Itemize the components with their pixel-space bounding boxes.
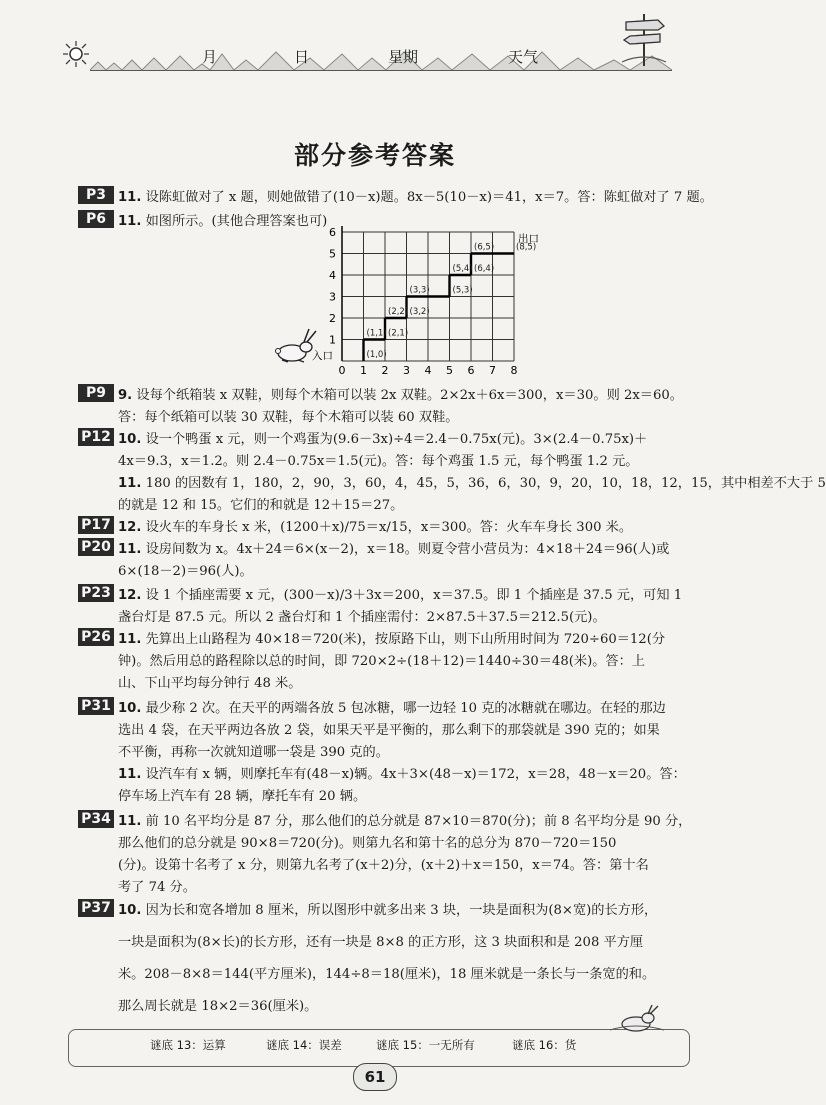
point-label: (6,4): [474, 264, 495, 274]
footer-riddle-16: 谜底 16：货: [512, 1038, 577, 1052]
question-number: 11.: [118, 814, 142, 829]
answer-text: 的就是 12 和 15。它们的和就是 12＋15＝27。: [118, 498, 404, 513]
answer-line: [118, 876, 196, 895]
answer-text: 先算出上山路程为 40×18＝720(米)，按原路下山，则下山所用时间为 720÷60＝12(分: [145, 632, 666, 647]
answer-text: 盏台灯是 87.5 元。所以 2 盏台灯和 1 个插座需付：2×87.5＋37.5＝212.5(元)。: [118, 610, 606, 625]
y-tick-label: 2: [329, 312, 336, 325]
question-number: 11.: [118, 542, 142, 557]
answer-line: [118, 650, 645, 669]
answer-line: [118, 628, 665, 647]
footer-riddle-15: 谜底 15：一无所有: [376, 1038, 475, 1052]
answer-text: (分)。设第十名考了 x 分，则第九名考了(x＋2)分，(x＋2)＋x＝150，x＝74。答：第十名: [118, 858, 649, 873]
page-tag: P9: [78, 384, 114, 402]
page-title: 部分参考答案: [293, 141, 456, 170]
answer-line: [118, 560, 253, 579]
x-tick-label: 0: [338, 364, 346, 377]
y-tick-label: 6: [329, 226, 336, 239]
question-number: 11.: [118, 632, 142, 647]
answer-line: [118, 931, 643, 950]
answer-text: 那么他们的总分就是 90×8＝720(分)。则第九名和第十名的总分为 870－720＝150: [118, 836, 617, 851]
point-label: (8,5): [516, 242, 537, 253]
page-tag: P26: [78, 628, 114, 646]
header-rule: [90, 70, 672, 71]
answer-text: 设汽车有 x 辆，则摩托车有(48－x)辆。4x＋3×(48－x)＝172，x＝28，48－x＝20。答：: [145, 767, 686, 782]
answer-line: [118, 494, 403, 513]
answer-line: [118, 450, 638, 469]
page-header: [62, 36, 682, 76]
rabbit-decoration-icon: [606, 1004, 666, 1034]
answer-line: [118, 406, 458, 425]
coordinate-grid-figure: [260, 225, 560, 380]
x-tick-label: 7: [489, 364, 496, 377]
page-tag: P20: [78, 538, 114, 556]
question-number: 12.: [118, 520, 142, 535]
x-tick-label: 8: [510, 364, 518, 377]
page-tag: P37: [78, 899, 114, 917]
answer-text: 一块是面积为(8×长)的长方形，还有一块是 8×8 的正方形，这 3 块面积和是 208 平方厘: [118, 935, 644, 950]
footer-riddle-13: 谜底 13：运算: [150, 1038, 226, 1052]
answer-text: 如图所示。(其他合理答案也可): [145, 214, 328, 229]
rabbit-icon: [276, 329, 317, 362]
answer-line: [118, 672, 301, 691]
x-tick-label: 3: [403, 364, 410, 377]
answer-text: 180 的因数有 1，180，2，90，3，60，4，45，5，36，6，30，9，20，10，18，12，15，其中相差不大于 5: [145, 476, 826, 491]
point-label: (6,5): [474, 242, 495, 253]
weather-label: 天气: [508, 48, 539, 66]
answer-line: [118, 428, 647, 447]
x-tick-label: 2: [381, 364, 389, 377]
month-label: 月: [202, 48, 218, 66]
answer-line: [118, 606, 606, 625]
question-number: 12.: [118, 588, 142, 603]
point-label: (1,0): [366, 350, 387, 360]
page-tag: P12: [78, 428, 114, 446]
answer-text: 因为长和宽各增加 8 厘米，所以图形中就多出来 3 块，一块是面积为(8×宽)的长方形，: [145, 903, 658, 918]
page-tag: P34: [78, 810, 114, 828]
day-label: 日: [294, 48, 310, 66]
answer-text: 考了 74 分。: [118, 880, 196, 895]
x-tick-label: 6: [467, 364, 475, 377]
answer-text: 设陈虹做对了 x 题，则她做错了(10－x)题。8x－5(10－x)＝41，x＝7。答：陈虹做对了 7 题。: [145, 190, 713, 205]
week-label: 星期: [388, 48, 419, 66]
answer-line: [118, 899, 657, 918]
answer-text: 米。208－8×8＝144(平方厘米)，144÷8＝18(厘米)，18 厘米就是一条长与一条宽的和。: [118, 967, 656, 982]
answer-text: 4x＝9.3，x＝1.2。则 2.4－0.75x＝1.5(元)。答：每个鸡蛋 1.5 元，每个鸭蛋 1.2 元。: [118, 454, 639, 469]
page-tag: P17: [78, 516, 114, 534]
answer-text: 6×(18－2)＝96(人)。: [118, 564, 253, 579]
answer-text: 选出 4 袋，在天平两边各放 2 袋，如果天平是平衡的，那么剩下的那袋就是 390 克的；如果: [118, 723, 660, 738]
answer-text: 山、下山平均每分钟行 48 米。: [118, 676, 302, 691]
point-label: (3,2): [409, 307, 430, 317]
page-tag: P6: [78, 210, 114, 228]
point-label: (2,1): [388, 328, 409, 339]
point-label: (3,3): [409, 285, 430, 296]
answer-text: 不平衡，再称一次就知道哪一袋是 390 克的。: [118, 745, 389, 760]
answer-text: 答：每个纸箱可以装 30 双鞋，每个木箱可以装 60 双鞋。: [118, 410, 459, 425]
answer-line: [118, 810, 691, 829]
answer-line: [118, 516, 632, 535]
question-number: 9.: [118, 388, 133, 403]
question-number: 10.: [118, 432, 142, 447]
answer-line: [118, 719, 660, 738]
answer-line: [118, 763, 686, 782]
entry-label: 入口: [312, 350, 333, 362]
answer-line: [118, 538, 669, 557]
answer-line: [118, 963, 655, 982]
answer-text: 设每个纸箱装 x 双鞋，则每个木箱可以装 2x 双鞋。2×2x＋6x＝300，x＝30。则 2x＝60。: [136, 388, 683, 403]
sun-icon: [62, 40, 90, 68]
answer-line: [118, 384, 683, 403]
footer-riddle-14: 谜底 14：误差: [266, 1038, 342, 1052]
question-number: 11.: [118, 214, 142, 229]
y-tick-label: 4: [329, 269, 336, 282]
x-tick-label: 5: [446, 364, 453, 377]
answer-line: [118, 741, 389, 760]
question-number: 10.: [118, 903, 142, 918]
answer-text: 那么周长就是 18×2＝36(厘米)。: [118, 999, 318, 1014]
answer-text: 前 10 名平均分是 87 分，那么他们的总分就是 87×10＝870(分)；前 8 名平均分是 90 分，: [145, 814, 692, 829]
answer-text: 停车场上汽车有 28 辆，摩托车有 20 辆。: [118, 789, 367, 804]
answer-line: [118, 186, 713, 205]
answer-text: 设火车的车身长 x 米，(1200＋x)/75＝x/15，x＝300。答：火车车身长 300 米。: [145, 520, 633, 535]
answer-text: 最少称 2 次。在天平的两端各放 5 包冰糖，哪一边轻 10 克的冰糖就在哪边。在轻的那边: [145, 701, 666, 716]
question-number: 11.: [118, 476, 142, 491]
page-number: 61: [353, 1063, 397, 1091]
y-tick-label: 3: [329, 290, 336, 304]
y-tick-label: 1: [329, 333, 336, 347]
point-label: (2,2): [388, 307, 409, 317]
answer-line: [118, 697, 666, 716]
answer-line: [118, 854, 649, 873]
page-tag: P3: [78, 186, 114, 204]
question-number: 11.: [118, 190, 142, 205]
answer-line: [118, 472, 826, 491]
answer-text: 钟)。然后用总的路程除以总的时间，即 720×2÷(18＋12)＝1440÷30＝48(米)。答：上: [118, 654, 645, 669]
answer-text: 设一个鸭蛋 x 元，则一个鸡蛋为(9.6－3x)÷4＝2.4－0.75x(元)。3×(2.4－0.75x)＋: [145, 432, 648, 447]
answer-text: 设房间数为 x。4x＋24＝6×(x－2)，x＝18。则夏令营小营员为：4×18＋24＝96(人)或: [145, 542, 670, 557]
answer-line: [118, 995, 317, 1014]
point-label: (5,3): [452, 285, 473, 296]
page-tag: P23: [78, 584, 114, 602]
point-label: (1,1): [366, 328, 387, 339]
answer-line: [118, 785, 366, 804]
question-number: 11.: [118, 767, 142, 782]
answer-line: [118, 832, 616, 851]
point-label: (5,4): [452, 264, 473, 274]
question-number: 10.: [118, 701, 142, 716]
page-tag: P31: [78, 697, 114, 715]
x-tick-label: 4: [424, 364, 432, 377]
y-tick-label: 5: [329, 247, 336, 261]
answer-line: [118, 584, 682, 603]
answer-text: 设 1 个插座需要 x 元，(300－x)/3＋3x＝200，x＝37.5。即 1 个插座是 37.5 元，可知 1: [145, 588, 683, 603]
x-tick-label: 1: [360, 364, 367, 377]
exit-label: 出口: [518, 233, 539, 245]
signpost-icon: [618, 10, 668, 68]
